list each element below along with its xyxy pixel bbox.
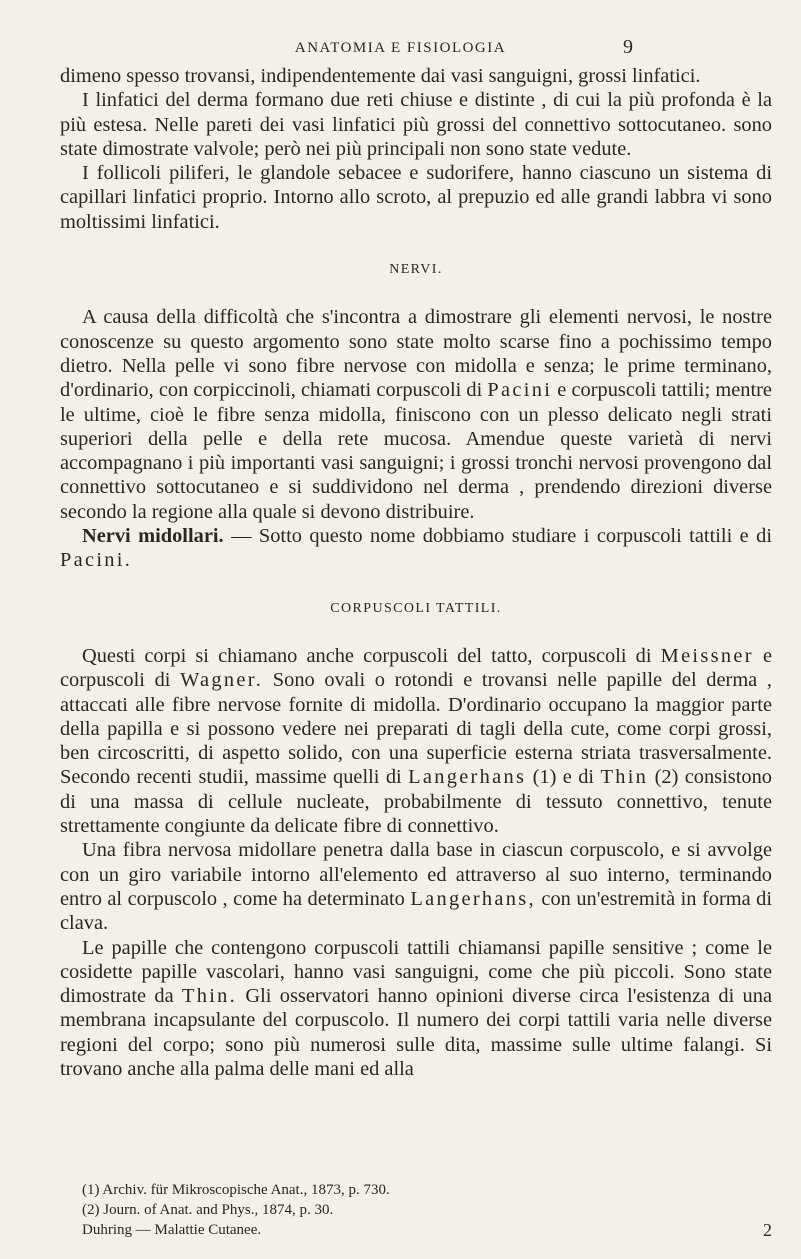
text-run: (2) consistono di una massa di cellule nucleate, probabilmente di tessuto connettivo, tenute strettamente congiunte da delicate fibre di connettivo. bbox=[60, 766, 772, 838]
text-run: Questi corpi si chiamano anche corpuscoli del tatto, corpuscoli di bbox=[82, 644, 652, 667]
text-run: — Sotto questo nome dobbiamo studiare i corpuscoli tattili e di bbox=[231, 525, 772, 548]
inline-heading: Nervi midollari. bbox=[82, 525, 224, 548]
paragraph bbox=[60, 524, 772, 573]
signature-mark: Duhring — Malattie Cutanee. bbox=[82, 1222, 262, 1238]
paragraph bbox=[60, 305, 772, 524]
text-run: Una fibra nervosa midollare penetra dalla base in ciascun corpuscolo, e si avvolge con un giro variabile intorno all'elemento ed attraverso al suo interno, terminando entro al corpuscolo , come ha determinato bbox=[60, 839, 772, 910]
page-number: 9 bbox=[623, 36, 633, 58]
author-name: Thin. bbox=[181, 985, 238, 1008]
text-run: A causa della difficoltà che s'incontra a dimostrare gli elementi nervosi, le nostre conoscenze su questo argomento sono state molto scarse fino a pochissimo tempo dietro. Nella pelle vi sono fibre nervose con midolla e senza; le prime terminano, d'ordinario, con corpiccinoli, chiamati corpuscoli di bbox=[60, 306, 772, 402]
text-run: e corpuscoli tattili; mentre le ultime, cioè le fibre senza midolla, finiscono con un plesso delicato negli strati superiori della pelle e della rete mucosa. Amendue queste varietà di nervi accompagnano i più importanti vasi sanguigni; i grossi tronchi nervosi provengono dal connettivo sottocutaneo e si suddividono nel derma , prendendo direzioni diverse secondo la regione alla quale si devono distribuire. bbox=[60, 379, 772, 523]
text-run: con un'estremità in forma di clava. bbox=[60, 887, 772, 935]
author-name: Pacini bbox=[487, 379, 553, 402]
signature-number: 2 bbox=[763, 1220, 772, 1240]
text-run: Gli osservatori hanno opinioni diverse circa l'esistenza di una membrana incapsulante del corpuscolo. Il numero dei corpi tattili varia nelle diverse regioni del corpo; sono più numerosi sulle dita, massime sulle ultime falangi. Si trovano anche alla palma delle mani ed alla bbox=[60, 985, 772, 1080]
text-run: Le papille che contengono corpuscoli tattili chiamansi papille sensitive ; come le cosidette papille vascolari, hanno vasi sanguigni, come che più piccoli. Sono state dimostrate da bbox=[60, 936, 772, 1008]
body-text bbox=[60, 64, 772, 1081]
author-name: Thin bbox=[600, 766, 649, 789]
running-header bbox=[0, 36, 801, 60]
running-title: ANATOMIA E FISIOLOGIA bbox=[294, 40, 507, 56]
author-name: Wagner. bbox=[180, 669, 264, 692]
paragraph bbox=[60, 838, 772, 935]
signature-line bbox=[82, 1220, 772, 1240]
paragraph bbox=[60, 936, 772, 1082]
footnote: (1) Archiv. für Mikroscopische Anat., 1873, p. 730. bbox=[82, 1182, 390, 1198]
author-name: Meissner bbox=[660, 644, 754, 667]
footnote: (2) Journ. of Anat. and Phys., 1874, p. 30. bbox=[82, 1202, 334, 1218]
section-heading-nervi: NERVI. bbox=[389, 262, 443, 278]
text-run: (1) e di bbox=[532, 766, 595, 789]
paragraph: dimeno spesso trovansi, indipendentemente dai vasi sanguigni, grossi linfatici. bbox=[60, 65, 701, 87]
footnotes bbox=[82, 1180, 772, 1240]
author-name: Langerhans bbox=[408, 766, 527, 789]
text-run: e corpuscoli di bbox=[60, 644, 772, 692]
section-heading-corpuscoli: CORPUSCOLI TATTILI. bbox=[330, 600, 502, 616]
text-run: Sono ovali o rotondi e trovansi nelle papille del derma , attaccati alle fibre nervose fornite di midolla. D'ordinario occupano la maggior parte della papilla e si possono vedere nei preparati di tagli della cute, come corpi grossi, ben circoscritti, di aspetto solido, con una superficie esterna striata trasversalmente. Secondo recenti studii, massime quelli di bbox=[60, 669, 772, 789]
paragraph: I linfatici del derma formano due reti chiuse e distinte , di cui la più profonda è la più estesa. Nelle pareti dei vasi linfatici più grossi del connettivo sottocutaneo. sono state dimostrate valvole; però nei più principali non sono state vedute. bbox=[60, 89, 772, 160]
author-name: Langerhans, bbox=[410, 887, 536, 910]
paragraph: I follicoli piliferi, le glandole sebacee e sudorifere, hanno ciascuno un sistema di capillari linfatici proprio. Intorno allo scroto, al prepuzio ed alle grandi labbra vi sono moltissimi linfatici. bbox=[60, 162, 772, 233]
author-name: Pacini. bbox=[60, 549, 133, 572]
paragraph bbox=[60, 644, 772, 838]
